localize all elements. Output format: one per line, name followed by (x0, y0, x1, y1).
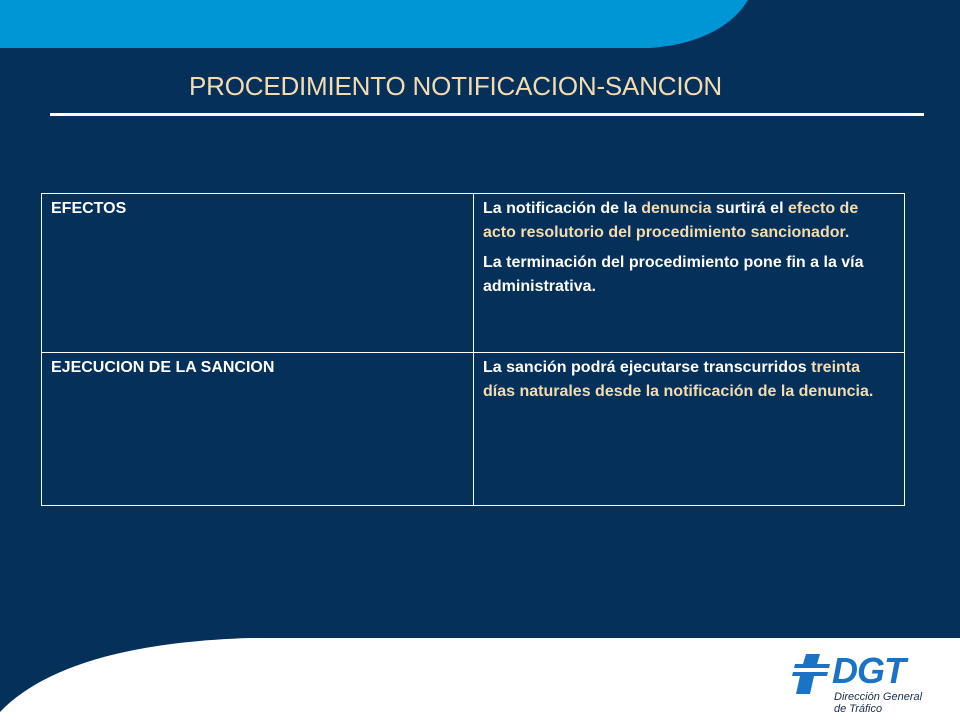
dgt-logo-text: DGT (832, 650, 905, 691)
text-run: La sanción podrá ejecutarse transcurridos (483, 359, 812, 376)
dgt-logo (790, 650, 930, 716)
text-run: La notificación de la (483, 200, 642, 217)
table-row (42, 353, 905, 506)
text-run: surtirá el (711, 200, 788, 217)
top-decorative-band (0, 0, 960, 50)
efectos-paragraph-2: La terminación del procedimiento pone fin a la vía administrativa. (483, 254, 864, 295)
title-divider (50, 113, 924, 116)
procedure-table (41, 193, 905, 506)
row-content-ejecucion (474, 353, 905, 506)
slide-title: PROCEDIMIENTO NOTIFICACION-SANCION (189, 71, 722, 101)
table-row (42, 194, 905, 353)
ejecucion-paragraph (483, 356, 895, 404)
dgt-logo-line1: Dirección General (834, 691, 923, 703)
row-label-ejecucion: EJECUCION DE LA SANCION (42, 353, 474, 506)
highlight-text: treinta días naturales desde la notificación de la denuncia. (483, 359, 874, 400)
efectos-paragraph-1 (483, 197, 895, 245)
dgt-logo-line2: de Tráfico (834, 703, 883, 715)
highlight-text: denuncia (641, 200, 712, 217)
dgt-cross-icon (790, 650, 834, 700)
row-content-efectos (474, 194, 905, 353)
row-label-efectos: EFECTOS (42, 194, 474, 353)
highlight-text: efecto de acto resolutorio del procedimiento sancionador. (483, 200, 859, 241)
